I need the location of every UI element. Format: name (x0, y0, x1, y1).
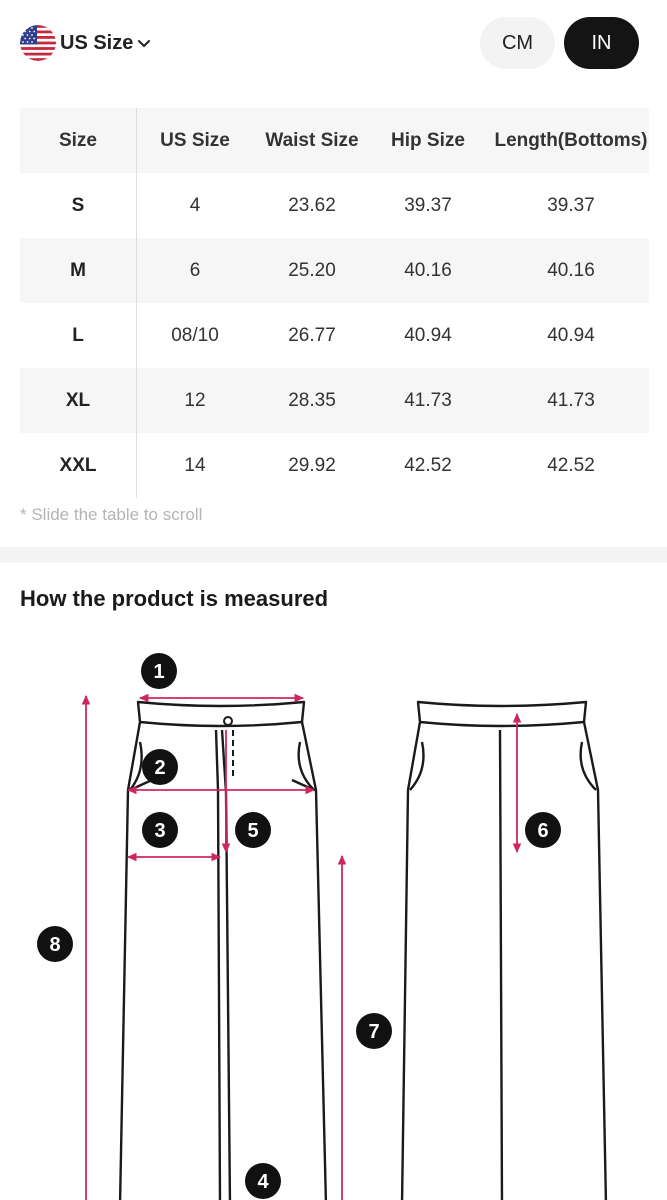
marker-5 (235, 812, 271, 848)
hip-cell: 39.37 (404, 194, 452, 216)
scroll-hint: * Slide the table to scroll (20, 505, 203, 524)
length-cell: 39.37 (547, 194, 595, 216)
size-cell: M (70, 259, 86, 281)
svg-text:4: 4 (257, 1171, 269, 1193)
us-size-cell: 08/10 (171, 324, 219, 346)
region-size-label: US Size (60, 31, 134, 54)
svg-text:1: 1 (153, 661, 165, 683)
length-cell: 40.94 (547, 324, 595, 346)
hip-cell: 42.52 (404, 454, 452, 476)
waist-cell: 29.92 (288, 454, 336, 476)
svg-text:2: 2 (154, 757, 166, 779)
us-size-cell: 6 (189, 259, 201, 281)
size-cell: XXL (59, 454, 97, 476)
column-header-length: Length(Bottoms) (494, 129, 648, 151)
svg-text:3: 3 (154, 820, 166, 842)
svg-text:8: 8 (49, 934, 61, 956)
column-header-us-size: US Size (160, 129, 230, 151)
marker-2 (142, 749, 178, 785)
marker-3 (142, 812, 178, 848)
marker-6 (525, 812, 561, 848)
marker-8 (37, 926, 73, 962)
table-row (20, 368, 649, 433)
unit-cm-button[interactable]: CM (480, 17, 555, 69)
chevron-down-icon (137, 36, 151, 54)
waist-cell: 25.20 (288, 259, 336, 281)
table-row (20, 303, 667, 368)
sticky-column-divider (136, 108, 137, 498)
length-cell: 40.16 (547, 259, 595, 281)
size-table[interactable] (20, 108, 667, 498)
table-header-row (20, 108, 649, 173)
us-flag-icon (20, 25, 56, 61)
button-icon (224, 717, 232, 725)
length-cell: 42.52 (547, 454, 595, 476)
marker-1 (141, 653, 177, 689)
size-cell: L (72, 324, 84, 346)
us-size-cell: 12 (184, 389, 206, 411)
region-size-dropdown[interactable] (20, 24, 151, 62)
pants-measurement-diagram (0, 630, 667, 1200)
us-size-cell: 4 (189, 194, 201, 216)
svg-text:6: 6 (537, 820, 549, 842)
us-size-cell: 14 (184, 454, 206, 476)
svg-text:7: 7 (368, 1021, 380, 1043)
unit-in-button[interactable]: IN (564, 17, 639, 69)
column-header-hip: Hip Size (391, 129, 465, 151)
waist-cell: 23.62 (288, 194, 336, 216)
hip-cell: 40.94 (404, 324, 452, 346)
back-pants-outline (402, 702, 606, 1200)
waist-cell: 28.35 (288, 389, 336, 411)
table-row (20, 433, 667, 498)
marker-7 (356, 1013, 392, 1049)
size-cell: S (71, 194, 85, 216)
size-cell: XL (65, 389, 91, 411)
size-chart-header (0, 0, 667, 86)
column-header-size: Size (58, 129, 98, 151)
table-row (20, 238, 649, 303)
hip-cell: 40.16 (404, 259, 452, 281)
table-row (20, 173, 667, 238)
svg-text:5: 5 (247, 820, 259, 842)
marker-4 (245, 1163, 281, 1199)
waist-cell: 26.77 (288, 324, 336, 346)
column-header-waist: Waist Size (265, 129, 359, 151)
hip-cell: 41.73 (404, 389, 452, 411)
length-cell: 41.73 (547, 389, 595, 411)
section-divider (0, 547, 667, 563)
measure-section-title: How the product is measured (20, 586, 329, 611)
